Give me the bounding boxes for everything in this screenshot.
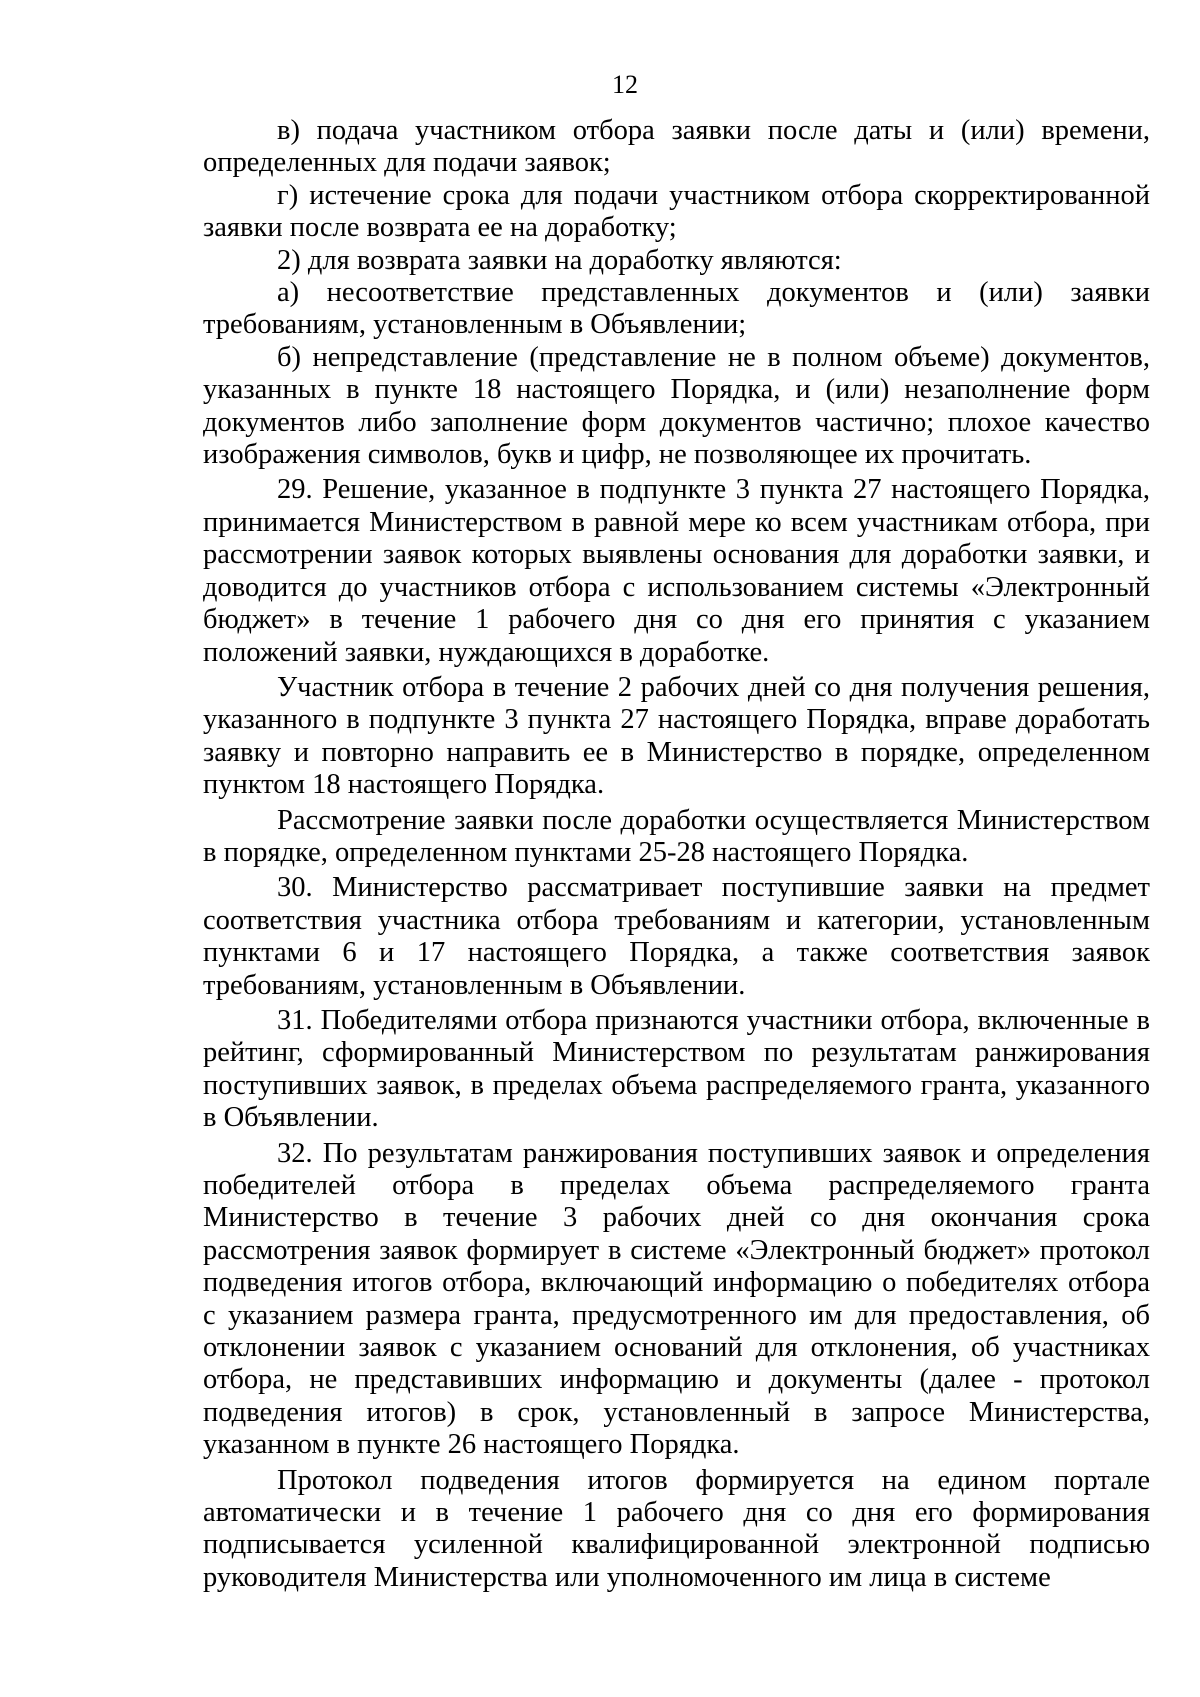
- paragraph-32-protocol: Протокол подведения итогов формируется на едином портале автоматически и в течение 1 рабочего дня со дня его формирования подписывается усиленной квалифицированной электронной подписью руководителя Министерства или уполномоченного им лица в системе: [203, 1464, 1150, 1593]
- paragraph-item-b: б) непредставление (представление не в полном объеме) документов, указанных в пункте 18 настоящего Порядка, и (или) незаполнение форм документов либо заполнение форм документов частично; плохое качество изображения символов, букв и цифр, не позволяющее их прочитать.: [203, 341, 1150, 471]
- paragraph-item-a: а) несоответствие представленных документов и (или) заявки требованиям, установленным в Объявлении;: [203, 277, 1150, 341]
- paragraph-29-participant: Участник отбора в течение 2 рабочих дней со дня получения решения, указанного в подпункте 3 пункта 27 настоящего Порядка, вправе доработать заявку и повторно направить ее в Министерство в порядке, определенном пунктом 18 настоящего Порядка.: [203, 671, 1150, 801]
- paragraph-29: 29. Решение, указанное в подпункте 3 пункта 27 настоящего Порядка, принимается Министерством в равной мере ко всем участникам отбора, при рассмотрении заявок которых выявлены основания для доработки заявки, и доводится до участников отбора с использованием системы «Электронный бюджет» в течение 1 рабочего дня со дня его принятия с указанием положений заявки, нуждающихся в доработке.: [203, 474, 1150, 668]
- paragraph-30: 30. Министерство рассматривает поступившие заявки на предмет соответствия участника отбора требованиям и категории, установленным пунктами 6 и 17 настоящего Порядка, а также соответствия заявок требованиям, установленным в Объявлении.: [203, 872, 1150, 1001]
- page-number: 12: [612, 70, 638, 99]
- paragraph-29-review: Рассмотрение заявки после доработки осуществляется Министерством в порядке, определенном пунктами 25-28 настоящего Порядка.: [203, 804, 1150, 868]
- paragraph-item-v: в) подача участником отбора заявки после даты и (или) времени, определенных для подачи заявок;: [203, 115, 1150, 179]
- paragraph-item-g: г) истечение срока для подачи участником отбора скорректированной заявки после возврата ее на доработку;: [203, 179, 1150, 244]
- paragraph-32: 32. По результатам ранжирования поступивших заявок и определения победителей отбора в пределах объема распределяемого гранта Министерство в течение 3 рабочих дней со дня окончания срока рассмотрения заявок формирует в системе «Электронный бюджет» протокол подведения итогов отбора, включающий информацию о победителях отбора с указанием размера гранта, предусмотренного им для предоставления, об отклонении заявок с указанием оснований для отклонения, об участниках отбора, не представивших информацию и документы (далее - протокол подведения итогов) в срок, установленный в запросе Министерства, указанном в пункте 26 настоящего Порядка.: [203, 1137, 1150, 1461]
- paragraph-31: 31. Победителями отбора признаются участники отбора, включенные в рейтинг, сформированный Министерством по результатам ранжирования поступивших заявок, в пределах объема распределяемого гранта, указанного в Объявлении.: [203, 1004, 1150, 1134]
- paragraph-return-grounds: 2) для возврата заявки на доработку являются:: [277, 244, 842, 276]
- document-body: [203, 115, 1150, 1594]
